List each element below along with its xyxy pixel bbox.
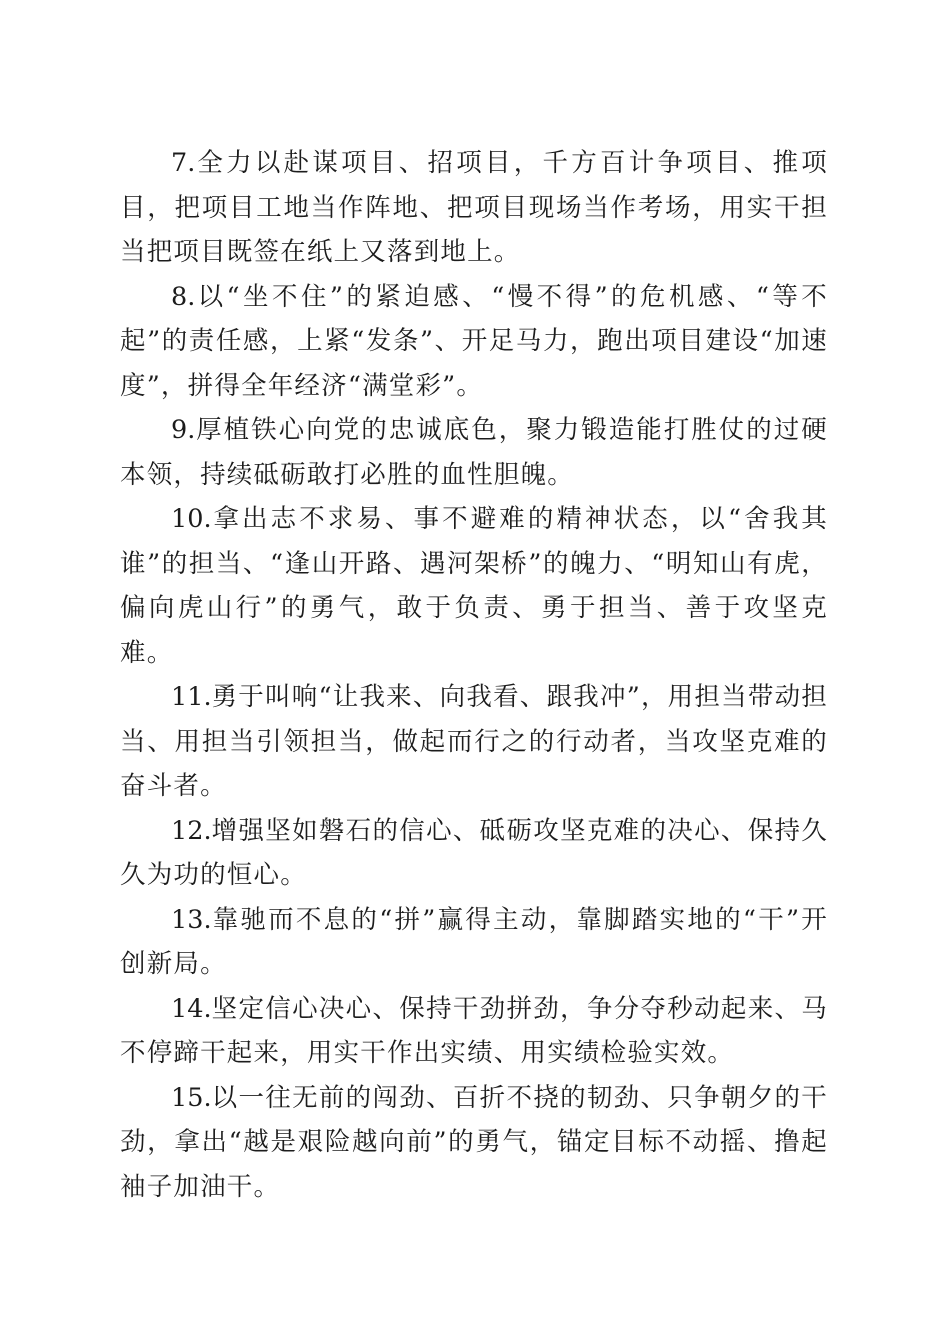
paragraph-text: 以“坐不住”的紧迫感、“慢不得”的危机感、“等不起”的责任感，上紧“发条”、开足马力，跑出项目建设“加速度”，拼得全年经济“满堂彩”。 (120, 281, 828, 401)
paragraph-number: 8. (171, 281, 196, 312)
paragraph-text: 厚植铁心向党的忠诚底色，聚力锻造能打胜仗的过硬本领，持续砥砺敢打必胜的血性胆魄。 (120, 415, 828, 490)
paragraph-8 (120, 275, 828, 409)
paragraph-14 (120, 987, 828, 1076)
paragraph-11 (120, 675, 828, 809)
paragraph-number: 14. (171, 993, 212, 1024)
paragraph-text: 拿出志不求易、事不避难的精神状态，以“舍我其谁”的担当、“逢山开路、遇河架桥”的魄力、“明知山有虎，偏向虎山行”的勇气，敢于负责、勇于担当、善于攻坚克难。 (120, 504, 828, 668)
paragraph-number: 13. (171, 904, 212, 935)
paragraph-text: 靠驰而不息的“拼”赢得主动，靠脚踏实地的“干”开创新局。 (120, 904, 828, 979)
paragraph-number: 15. (171, 1082, 212, 1113)
paragraph-number: 12. (171, 815, 212, 846)
paragraph-12 (120, 809, 828, 898)
paragraph-number: 9. (171, 415, 196, 445)
paragraph-text: 以一往无前的闯劲、百折不挠的韧劲、只争朝夕的干劲，拿出“越是艰险越向前”的勇气，锚定目标不动摇、撸起袖子加油干。 (120, 1082, 828, 1202)
paragraph-15 (120, 1076, 828, 1210)
paragraph-9 (120, 408, 828, 497)
document-body (120, 141, 828, 1209)
paragraph-text: 增强坚如磐石的信心、砥砺攻坚克难的决心、保持久久为功的恒心。 (120, 815, 828, 890)
paragraph-text: 坚定信心决心、保持干劲拼劲，争分夺秒动起来、马不停蹄干起来，用实干作出实绩、用实绩检验实效。 (120, 993, 828, 1068)
paragraph-number: 11. (171, 682, 212, 712)
paragraph-13 (120, 898, 828, 987)
paragraph-10 (120, 497, 828, 675)
paragraph-7 (120, 141, 828, 275)
paragraph-number: 10. (171, 504, 212, 534)
paragraph-text: 全力以赴谋项目、招项目，千方百计争项目、推项目，把项目工地当作阵地、把项目现场当作考场，用实干担当把项目既签在纸上又落到地上。 (120, 148, 828, 267)
paragraph-number: 7. (171, 148, 196, 178)
paragraph-text: 勇于叫响“让我来、向我看、跟我冲”，用担当带动担当、用担当引领担当，做起而行之的行动者，当攻坚克难的奋斗者。 (120, 682, 828, 801)
